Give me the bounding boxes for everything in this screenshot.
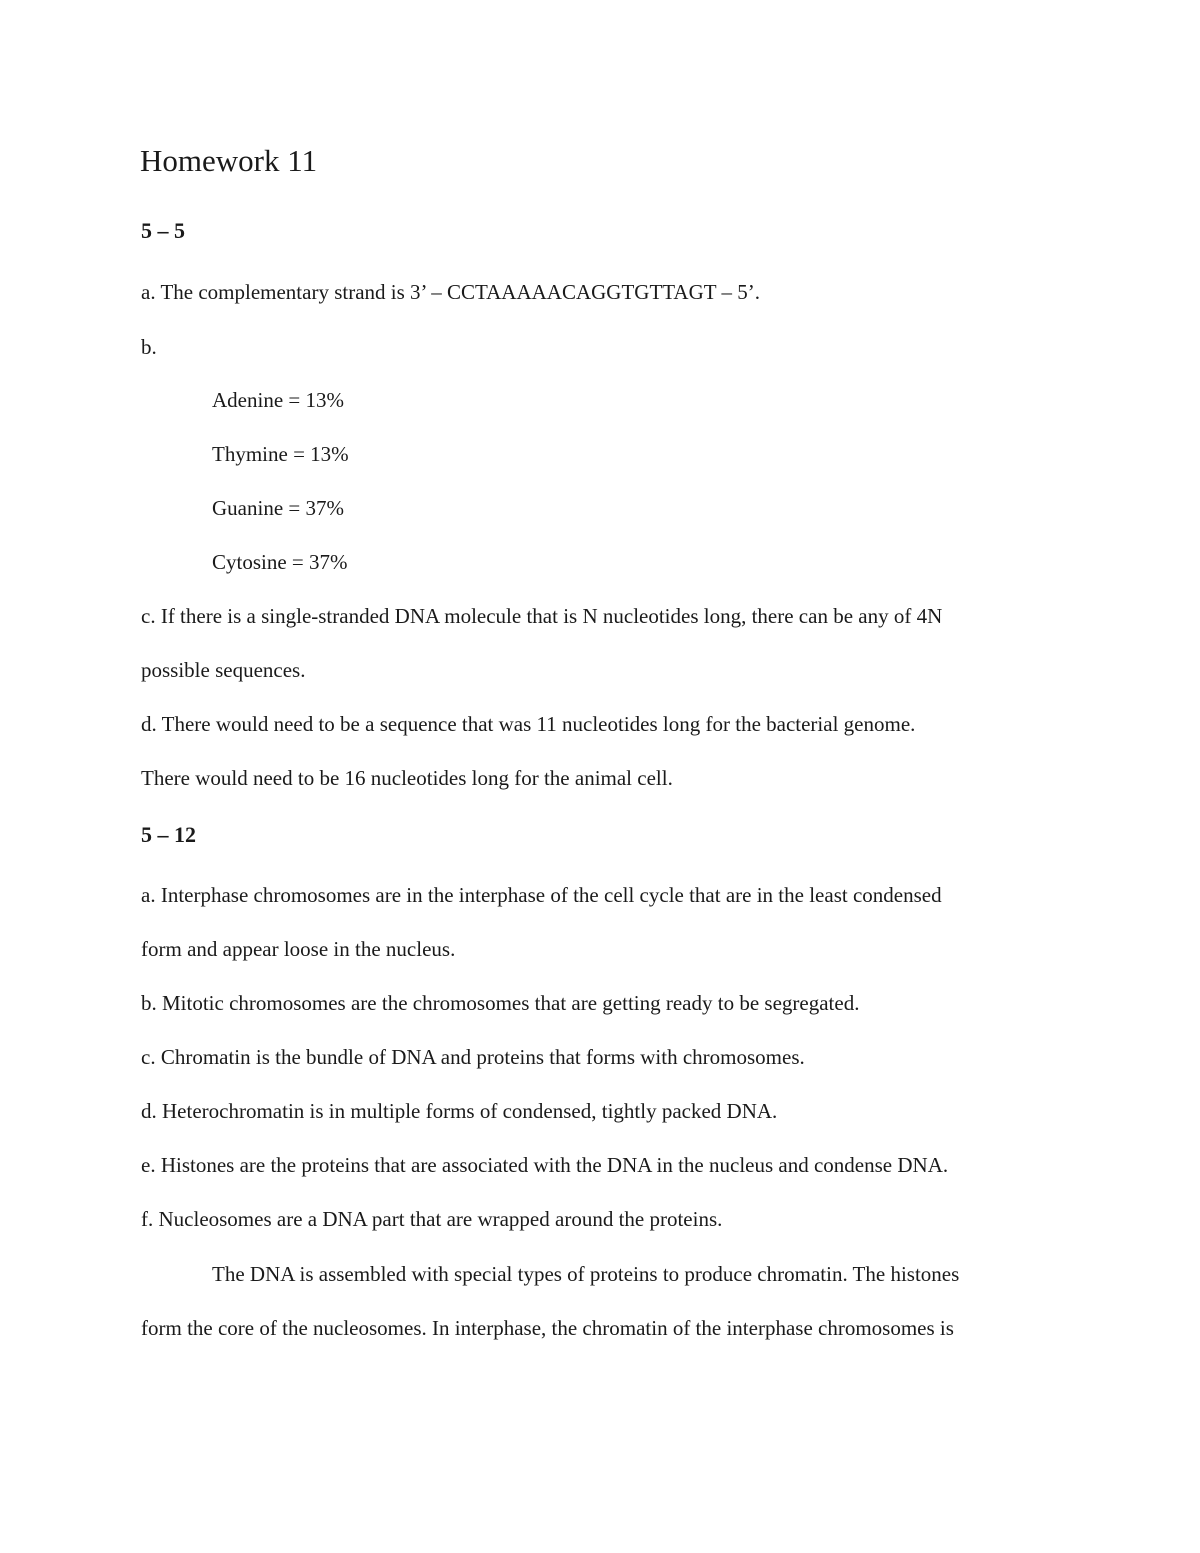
base-cytosine: Cytosine = 37% — [212, 550, 348, 574]
answer-5-12-f: f. Nucleosomes are a DNA part that are wrapped around the proteins. — [141, 1207, 723, 1231]
document-title: Homework 11 — [140, 143, 318, 178]
paragraph-line2: form the core of the nucleosomes. In interphase, the chromatin of the interphase chromosomes is — [141, 1316, 954, 1340]
answer-5-5-b-label: b. — [141, 335, 157, 359]
section-heading-5-5: 5 – 5 — [141, 218, 185, 243]
answer-5-5-d-line1: d. There would need to be a sequence that was 11 nucleotides long for the bacterial genome. — [141, 712, 916, 736]
answer-5-12-a-line2: form and appear loose in the nucleus. — [141, 937, 456, 961]
answer-5-5-c-line2: possible sequences. — [141, 658, 306, 682]
answer-5-12-b: b. Mitotic chromosomes are the chromosomes that are getting ready to be segregated. — [141, 991, 860, 1015]
answer-5-12-a-line1: a. Interphase chromosomes are in the interphase of the cell cycle that are in the least condensed — [141, 883, 942, 907]
base-adenine: Adenine = 13% — [212, 388, 344, 412]
section-heading-5-12: 5 – 12 — [141, 822, 196, 847]
answer-5-5-d-line2: There would need to be 16 nucleotides long for the animal cell. — [141, 766, 673, 790]
answer-5-5-a: a. The complementary strand is 3’ – CCTAAAAACAGGTGTTAGT – 5’. — [141, 280, 760, 304]
answer-5-5-c-line1: c. If there is a single-stranded DNA molecule that is N nucleotides long, there can be any of 4N — [141, 604, 943, 628]
answer-5-12-d: d. Heterochromatin is in multiple forms of condensed, tightly packed DNA. — [141, 1099, 778, 1123]
answer-5-12-e: e. Histones are the proteins that are associated with the DNA in the nucleus and condense DNA. — [141, 1153, 949, 1177]
answer-5-12-c: c. Chromatin is the bundle of DNA and proteins that forms with chromosomes. — [141, 1045, 805, 1069]
base-guanine: Guanine = 37% — [212, 496, 344, 520]
paragraph-line1: The DNA is assembled with special types of proteins to produce chromatin. The histones — [212, 1262, 960, 1286]
base-thymine: Thymine = 13% — [212, 442, 349, 466]
